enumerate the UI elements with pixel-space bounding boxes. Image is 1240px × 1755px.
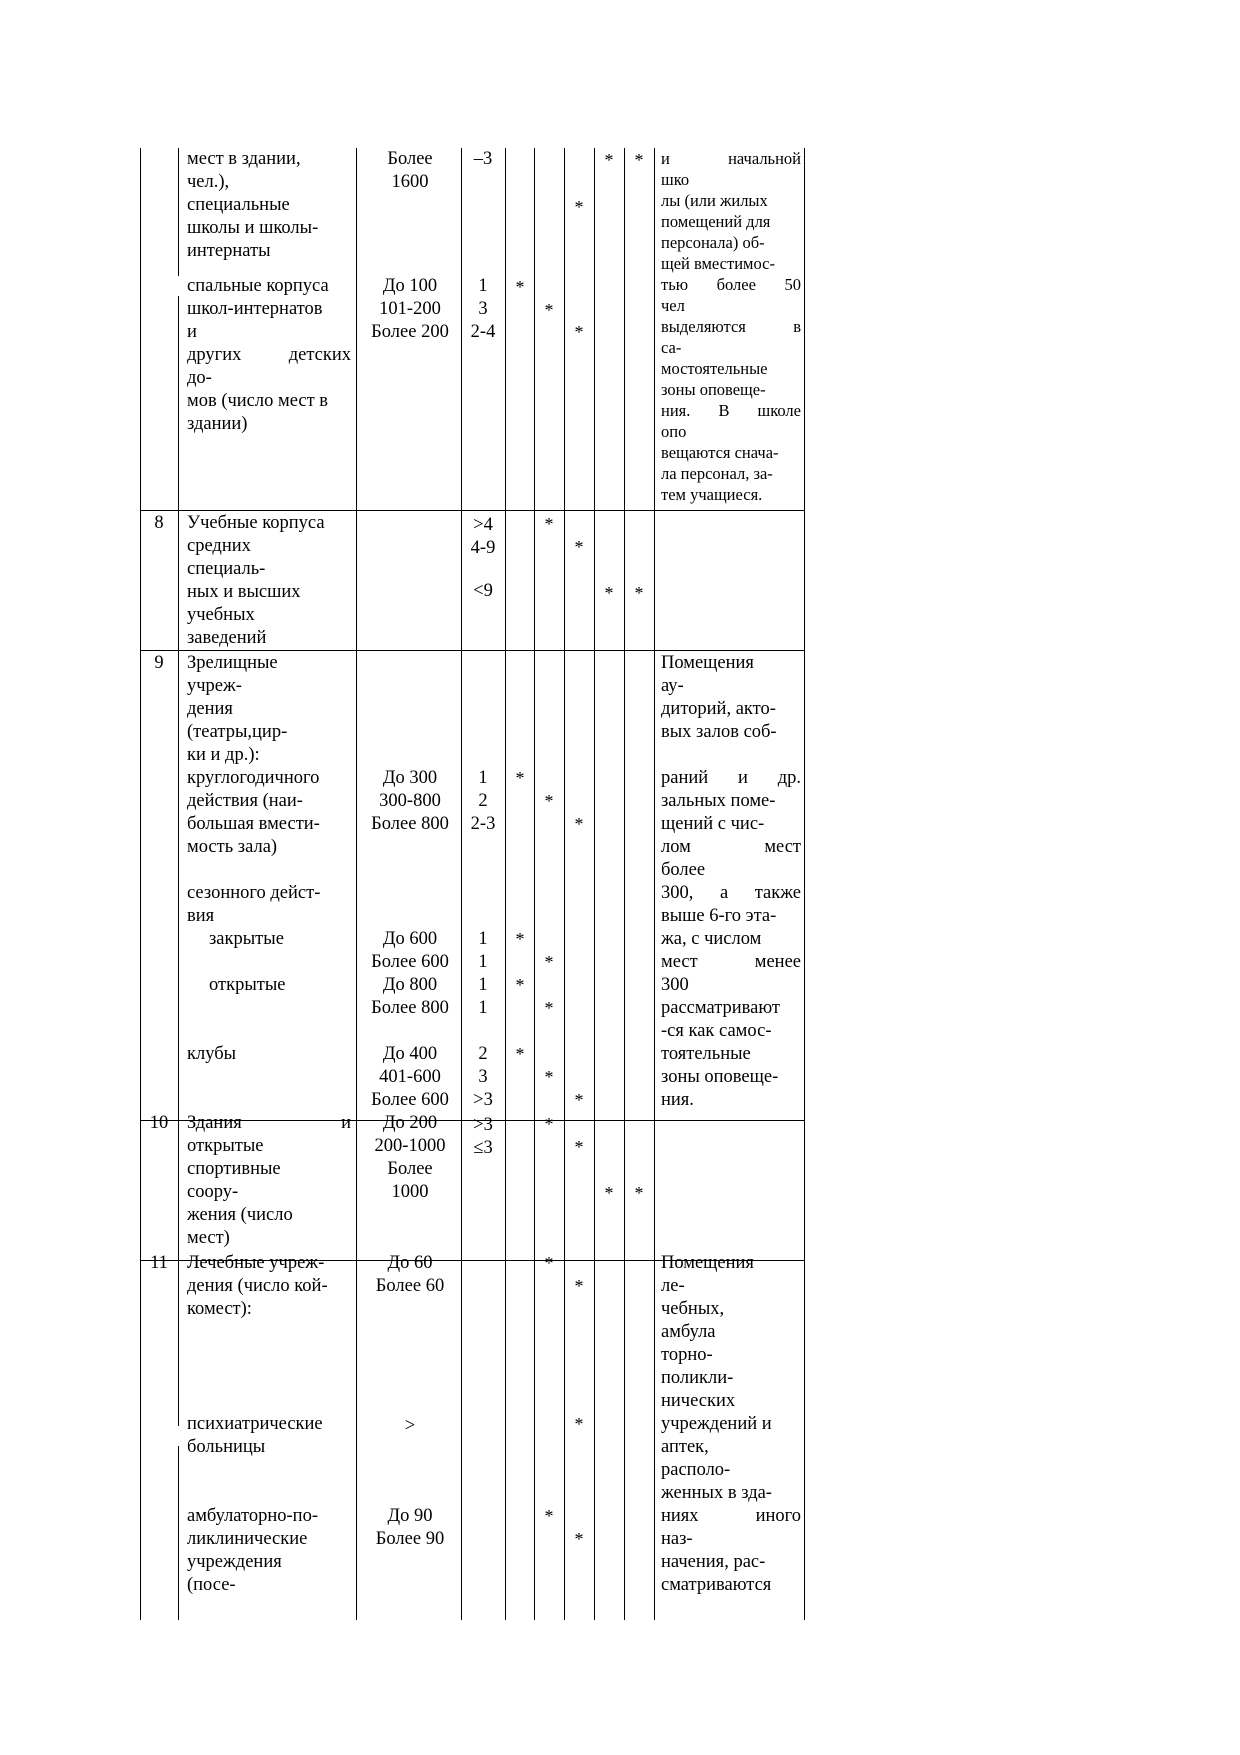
row-9-open-label: открытые xyxy=(209,975,286,995)
column-divider-num-title xyxy=(178,296,179,1426)
star-mark: * xyxy=(604,583,614,603)
star-mark: * xyxy=(574,1276,584,1296)
column-divider-title-capacity xyxy=(356,148,357,1620)
column-divider-capacity-type xyxy=(461,148,462,1620)
column-divider-num-title xyxy=(178,1446,179,1620)
row-11-title: Лечебные учреж- дения (число кой- комест): xyxy=(187,1253,328,1319)
row-7-sub-title: спальные корпуса школ-интернатов и других детских до- мов (число мест в здании) xyxy=(187,276,351,434)
row-11-number: 11 xyxy=(150,1253,168,1273)
row-7-note: и начальной шко лы (или жилых помещений для персонала) об- щей вместимос- тью более 50 чел выделяются в са- мостоятельные зоны оповеще- ния. В школе опо вещаются снача- ла персонал, за- тем учащиеся. xyxy=(661,149,801,504)
row-9-seasonal-type: 1 1 1 1 xyxy=(478,929,488,1018)
column-divider-s4-s5 xyxy=(624,148,625,1620)
star-mark: * xyxy=(574,537,584,557)
row-divider-7-8 xyxy=(140,510,805,511)
row-11-note: Помещения ле- чебных, амбула торно- поликли- нических учреждений и аптек, располо- женных в зда- ниях иного наз- начения, рас- сматриваются xyxy=(661,1253,801,1595)
star-mark: * xyxy=(544,300,554,320)
star-mark: * xyxy=(574,1414,584,1434)
column-divider-s2-s3 xyxy=(564,148,565,1620)
row-9-seasonal-capacity: До 600 Более 600 До 800 Более 800 xyxy=(371,929,449,1018)
row-9-clubs-type: 2 3 >3 xyxy=(473,1044,493,1110)
row-9-year-round-title: круглогодичного действия (наи- большая вмести- мость зала) xyxy=(187,768,320,857)
star-mark: * xyxy=(544,1506,554,1526)
column-divider-s1-s2 xyxy=(534,148,535,1620)
row-11-outpatient-capacity: До 90 Более 90 xyxy=(375,1506,445,1549)
star-mark: * xyxy=(544,1253,554,1273)
column-divider-num-title xyxy=(178,148,179,276)
row-9-clubs-label: клубы xyxy=(187,1044,237,1064)
star-mark: * xyxy=(544,998,554,1018)
row-7-sub-capacity: До 100 101-200 Более 200 xyxy=(371,276,449,342)
star-mark: * xyxy=(515,277,525,297)
row-9-note: Помещения ау- диторий, акто- вых залов соб- раний и др. зальных поме- щений с чис- лом мест более 300, а также выше 6-го эта- жа, с числом мест менее 300 рассматривают -ся как самос- тоятельные зоны оповеще- ния. xyxy=(661,653,801,1110)
row-9-seasonal-title: сезонного дейст- вия xyxy=(187,883,321,926)
row-7-type: –3 xyxy=(473,149,493,169)
star-mark: * xyxy=(574,1090,584,1110)
star-mark: * xyxy=(604,1183,614,1203)
row-11-psychiatric-title: психиатрические больницы xyxy=(187,1414,323,1457)
row-9-year-round-capacity: До 300 300-800 Более 800 xyxy=(371,768,449,834)
star-mark: * xyxy=(544,1114,554,1134)
star-mark: * xyxy=(634,150,644,170)
row-9-number: 9 xyxy=(154,653,164,673)
row-11-psychiatric-capacity: > xyxy=(404,1416,416,1436)
star-mark: * xyxy=(574,1137,584,1157)
row-11-outpatient-title: амбулаторно-по- ликлинические учреждения (посе- xyxy=(187,1506,318,1595)
star-mark: * xyxy=(544,514,554,534)
row-divider-8-9 xyxy=(140,650,805,651)
row-10-number: 10 xyxy=(149,1113,169,1133)
row-7-title: мест в здании, чел.), специальные школы и школы- интернаты xyxy=(187,149,319,261)
row-10-title: Здания и открытые спортивные соору- жения (число мест) xyxy=(187,1113,351,1248)
star-mark: * xyxy=(574,322,584,342)
star-mark: * xyxy=(515,929,525,949)
star-mark: * xyxy=(634,1183,644,1203)
star-mark: * xyxy=(515,1044,525,1064)
row-10-capacity: До 200 200-1000 Более 1000 xyxy=(374,1113,446,1202)
row-9-closed-label: закрытые xyxy=(209,929,284,949)
row-11-capacity: До 60 Более 60 xyxy=(375,1253,445,1296)
star-mark: * xyxy=(544,791,554,811)
row-8-title: Учебные корпуса средних специаль- ных и высших учебных заведений xyxy=(187,513,325,648)
star-mark: * xyxy=(604,150,614,170)
row-8-number: 8 xyxy=(154,513,164,533)
table-border-left xyxy=(140,148,141,1620)
star-mark: * xyxy=(515,768,525,788)
star-mark: * xyxy=(574,1529,584,1549)
row-8-type: >4 4-9 <9 xyxy=(470,515,496,601)
row-9-title: Зрелищные учреж- дения (театры,цир- ки и др.): xyxy=(187,653,288,765)
table-border-right xyxy=(804,148,805,1620)
column-divider-type-s1 xyxy=(505,148,506,1620)
star-mark: * xyxy=(574,814,584,834)
row-7-capacity: Более 1600 xyxy=(387,149,433,192)
column-divider-s5-note xyxy=(654,148,655,1620)
star-mark: * xyxy=(544,1067,554,1087)
column-divider-s3-s4 xyxy=(594,148,595,1620)
star-mark: * xyxy=(574,197,584,217)
star-mark: * xyxy=(544,952,554,972)
row-7-sub-type: 1 3 2-4 xyxy=(470,276,496,342)
row-10-type: >3 ≤3 xyxy=(473,1115,493,1158)
row-9-clubs-capacity: До 400 401-600 Более 600 xyxy=(371,1044,449,1110)
row-9-year-round-type: 1 2 2-3 xyxy=(470,768,496,834)
star-mark: * xyxy=(515,975,525,995)
star-mark: * xyxy=(634,583,644,603)
